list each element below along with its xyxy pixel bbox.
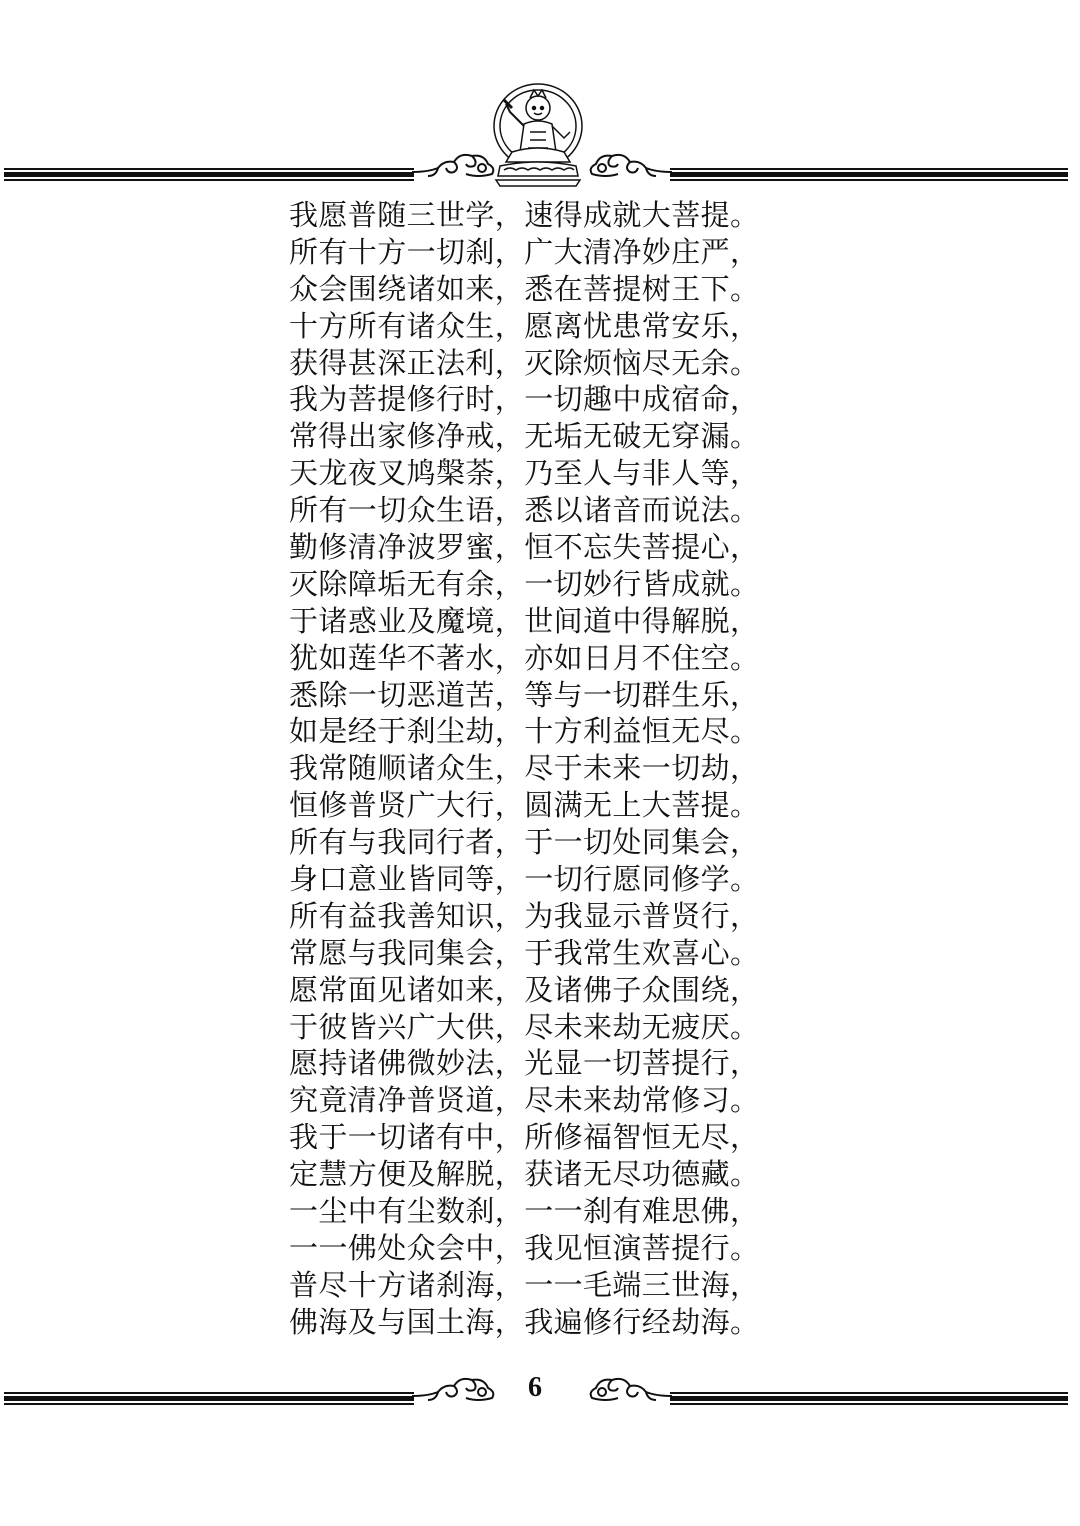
page-number: 6 — [528, 1372, 542, 1403]
verse-line: 如是经于刹尘劫，十方利益恒无尽。 — [289, 714, 760, 749]
verse-line: 我常随顺诸众生，尽于未来一切劫， — [289, 751, 760, 786]
verse-line: 常得出家修净戒，无垢无破无穿漏。 — [289, 419, 760, 454]
footer-rule-left — [4, 1392, 414, 1406]
cloud-scroll-icon — [586, 1370, 676, 1406]
verse-line: 灭除障垢无有余，一切妙行皆成就。 — [289, 566, 760, 601]
verse-line: 佛海及与国土海，我遍修行经劫海。 — [289, 1304, 760, 1339]
verse-line: 所有益我善知识，为我显示普贤行， — [289, 898, 760, 933]
verse-line: 身口意业皆同等，一切行愿同修学。 — [289, 862, 760, 897]
verse-line: 定慧方便及解脱，获诸无尽功德藏。 — [289, 1157, 760, 1192]
verse-line: 常愿与我同集会，于我常生欢喜心。 — [289, 935, 760, 970]
verse-line: 究竟清净普贤道，尽未来劫常修习。 — [289, 1083, 760, 1118]
verse-line: 所有与我同行者，于一切处同集会， — [289, 825, 760, 860]
verse-line: 恒修普贤广大行，圆满无上大菩提。 — [289, 788, 760, 823]
verse-line: 所有十方一切刹，广大清净妙庄严， — [289, 234, 760, 269]
verse-line: 悉除一切恶道苦，等与一切群生乐， — [289, 677, 760, 712]
cloud-scroll-icon — [586, 146, 676, 182]
cloud-scroll-icon — [408, 1370, 498, 1406]
verse-line: 十方所有诸众生，愿离忧患常安乐， — [289, 308, 760, 343]
verse-line: 于彼皆兴广大供，尽未来劫无疲厌。 — [289, 1009, 760, 1044]
deity-figure-icon — [490, 82, 586, 188]
verse-block — [289, 197, 809, 1341]
verse-line: 所有一切众生语，悉以诸音而说法。 — [289, 493, 760, 528]
verse-line: 一一佛处众会中，我见恒演菩提行。 — [289, 1230, 760, 1265]
verse-line: 普尽十方诸刹海，一一毛端三世海， — [289, 1267, 760, 1302]
verse-line: 一尘中有尘数刹，一一刹有难思佛， — [289, 1194, 760, 1229]
verse-line: 于诸惑业及魔境，世间道中得解脱， — [289, 603, 760, 638]
verse-line: 愿常面见诸如来，及诸佛子众围绕， — [289, 972, 760, 1007]
verse-line: 犹如莲华不著水，亦如日月不住空。 — [289, 640, 760, 675]
verse-line: 众会围绕诸如来，悉在菩提树王下。 — [289, 271, 760, 306]
page-header-ornament — [0, 0, 1080, 200]
verse-line: 我于一切诸有中，所修福智恒无尽， — [289, 1120, 760, 1155]
verse-line: 我为菩提修行时，一切趣中成宿命， — [289, 382, 760, 417]
header-rule-right — [670, 168, 1068, 182]
verse-line: 获得甚深正法利，灭除烦恼尽无余。 — [289, 345, 760, 380]
page-footer-ornament — [0, 1370, 1080, 1420]
footer-rule-right — [670, 1392, 1068, 1406]
header-rule-left — [4, 168, 414, 182]
verse-line: 我愿普随三世学，速得成就大菩提。 — [289, 198, 760, 232]
verse-line: 天龙夜叉鸠槃荼，乃至人与非人等， — [289, 456, 760, 491]
verse-line: 勤修清净波罗蜜，恒不忘失菩提心， — [289, 530, 760, 565]
cloud-scroll-icon — [408, 146, 498, 182]
verse-line: 愿持诸佛微妙法，光显一切菩提行， — [289, 1046, 760, 1081]
